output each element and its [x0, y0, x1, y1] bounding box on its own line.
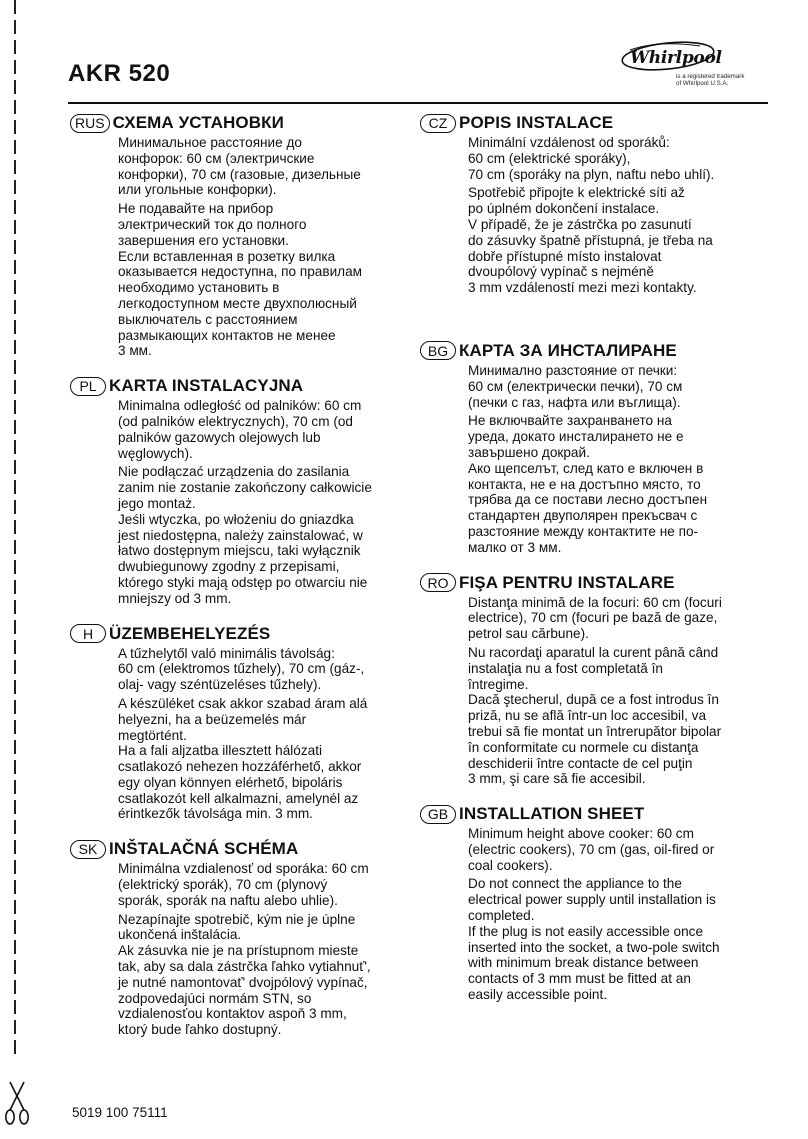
cut-line — [8, 0, 22, 1075]
cut-line-dash — [14, 500, 15, 514]
power-instructions-text: Spotřebič připojte k elektrické síti až po úplném dokončení instalace. V případě, že je zástrčka po zasunutí do zásuvky špatně přístupná, je třeba na dobře přístupné místo instalovat dvoupólový vypínač s nejméně 3 mm vzdáleností mezi mezi kontakty. — [468, 185, 713, 296]
section-rus — [70, 112, 390, 359]
cut-line-dash — [14, 40, 15, 54]
language-badge: SK — [70, 840, 106, 859]
cut-line-dash — [14, 740, 15, 754]
cut-line-dash — [14, 140, 15, 154]
power-instructions-text: Не подавайте на прибор электрический ток до полного завершения его установки. Если вставленная в розетку вилка оказывается недоступна, по правилам необходимо установить в легкодоступном месте двухполюсный выключатель с расстоянием размыкающих контактов не менее 3 мм. — [118, 201, 363, 359]
power-instructions-text: Nu racordaţi aparatul la curent până când instalaţia nu a fost completată în întregime. Dacă ştecherul, după ce a fost introdus în priză, nu se află într-un loc accesibil, va trebui să fie montat un întrerupător bipolar în conformitate cu normele cu distanţa deschiderii între contacte de cel puţin 3 mm, şi care să fie accesibil. — [468, 644, 722, 787]
cut-line-dash — [14, 300, 15, 314]
left-column — [70, 112, 390, 1054]
section-title: FIŞA PENTRU INSTALARE — [459, 572, 675, 592]
language-badge: BG — [420, 341, 456, 360]
section-sk — [70, 838, 390, 1038]
cut-line-dash — [14, 900, 15, 914]
cut-line-dash — [14, 260, 15, 274]
min-distance-text: Минимално разстояние от печки: 60 см (електрически печки), 70 см (печки с газ, нафта или въглища). — [468, 362, 683, 410]
cut-line-dash — [14, 480, 15, 494]
cut-line-dash — [14, 760, 15, 774]
cut-line-dash — [14, 560, 15, 574]
section-title: КАРТА ЗА ИНСТАЛИРАНЕ — [459, 340, 677, 360]
cut-line-dash — [14, 400, 15, 414]
document-code: 5019 100 75111 — [72, 1105, 168, 1120]
cut-line-dash — [14, 60, 15, 74]
min-distance-text: A tűzhelytől való minimális távolság: 60 cm (elektromos tűzhely), 70 cm (gáz-, olaj- vagy széntüzeléses tűzhely). — [118, 645, 365, 693]
cut-line-dash — [14, 960, 15, 974]
cut-line-dash — [14, 80, 15, 94]
cut-line-dash — [14, 780, 15, 794]
section-title: KARTA INSTALACYJNA — [109, 376, 304, 396]
trademark-note: is a registered trademark of Whirlpool U.S.A. — [676, 73, 745, 88]
cut-line-dash — [14, 100, 15, 114]
cut-line-dash — [14, 700, 15, 714]
cut-line-dash — [14, 680, 15, 694]
cut-line-dash — [14, 620, 15, 634]
min-distance-text: Minimum height above cooker: 60 cm (electric cookers), 70 cm (gas, oil-fired or coal cookers). — [468, 826, 715, 873]
section-cz — [420, 112, 740, 296]
cut-line-dash — [14, 1000, 15, 1014]
cut-line-dash — [14, 380, 15, 394]
section-gb — [420, 803, 740, 1003]
power-instructions-text: Nie podłączać urządzenia do zasilania zanim nie zostanie zakończony całkowicie jego montaż. Jeśli wtyczka, po włożeniu do gniazdka jest niedostępna, należy zainstalować, w łatwo dostępnym miejscu, taki wyłącznik dwubiegunowy zgodny z przepisami, którego styki mają odstęp po otwarciu nie mniejszy od 3 mm. — [118, 464, 372, 606]
language-badge: H — [70, 624, 106, 643]
cut-line-dash — [14, 980, 15, 994]
language-badge: CZ — [420, 114, 456, 133]
cut-line-dash — [14, 120, 15, 134]
power-instructions-text: Nezapínajte spotrebič, kým nie je úplne ukončená inštalácia. Ak zásuvka nie je na prístupnom mieste tak, aby sa dala zástrčka ľahko vytiahnuť', je nutné namontovať' dvojpólový vypínač, zodpovedajúci normám STN, so vzdialenosťou kontaktov aspoň 3 mm, ktorý bude ľahko dostupný. — [118, 911, 371, 1038]
cut-line-dash — [14, 460, 15, 474]
min-distance-text: Minimální vzdálenost od sporáků: 60 cm (elektrické sporáky), 70 cm (sporáky na plyn, naftu nebo uhlí). — [468, 135, 715, 182]
model-number: AKR 520 — [68, 60, 171, 87]
cut-line-dash — [14, 520, 15, 534]
min-distance-text: Distanţa minimă de la focuri: 60 cm (focuri electrice), 70 cm (focuri pe bază de gaze, petrol sau cărbune). — [468, 594, 722, 642]
cut-line-dash — [14, 860, 15, 874]
cut-line-dash — [14, 940, 15, 954]
cut-line-dash — [14, 920, 15, 934]
cut-line-dash — [14, 540, 15, 554]
cut-line-dash — [14, 880, 15, 894]
power-instructions-text: A készüléket csak akkor szabad áram alá helyezni, ha a beüzemelés már megtörtént. Ha a fali aljzatba illesztett hálózati csatlakozó nehezen hozzáférhető, akkor egy olyan könnyen elérhető, bipoláris csatlakozót kell alkalmazni, amelynél az érintkezők távolsága min. 3 mm. — [118, 695, 368, 822]
section-bg — [420, 340, 740, 556]
right-column — [420, 112, 740, 1019]
cut-line-dash — [14, 820, 15, 834]
cut-line-dash — [14, 240, 15, 254]
language-badge: GB — [420, 805, 456, 824]
language-badge: PL — [70, 377, 106, 396]
language-badge: RO — [420, 573, 456, 592]
scissors-icon — [4, 1080, 30, 1128]
section-title: INSTALLATION SHEET — [459, 804, 645, 824]
cut-line-dash — [14, 420, 15, 434]
cut-line-dash — [14, 320, 15, 334]
whirlpool-logo — [618, 38, 768, 100]
section-title: INŠTALAČNÁ SCHÉMA — [109, 839, 299, 859]
power-instructions-text: Do not connect the appliance to the electrical power supply until installation is completed. If the plug is not easily accessible once inserted into the socket, a two-pole switch with minimum break distance between contacts of 3 mm must be fitted at an easily accessible point. — [468, 876, 720, 1003]
cut-line-dash — [14, 220, 15, 234]
section-ro — [420, 572, 740, 788]
min-distance-text: Minimálna vzdialenosť od sporáka: 60 cm (elektrický sporák), 70 cm (plynový sporák, sporák na naftu alebo uhlie). — [118, 861, 369, 908]
cut-line-dash — [14, 1020, 15, 1034]
cut-line-dash — [14, 180, 15, 194]
header-divider — [68, 102, 768, 104]
power-instructions-text: Не включвайте захранването на уреда, докато инсталирането не е завършено докрай. Ако щепселът, след като е включен в контакта, не е на достъпно място, то трябва да се постави лесно достъпен стандартен двуполярен прекъсвач с разстояние между контактите не по- малко от 3 мм. — [468, 413, 708, 555]
language-badge: RUS — [70, 114, 110, 133]
min-distance-text: Минимальное расстояние до конфорок: 60 см (электричские конфорки), 70 см (газовые, дизельные или угольные конфорки). — [118, 135, 361, 198]
cut-line-dash — [14, 280, 15, 294]
section-h — [70, 623, 390, 823]
section-title: СХЕМА УСТАНОВКИ — [112, 113, 284, 132]
section-title: POPIS INSTALACE — [459, 113, 614, 132]
cut-line-dash — [14, 200, 15, 214]
section-title: ÜZEMBEHELYEZÉS — [109, 623, 271, 643]
cut-line-dash — [14, 20, 15, 34]
min-distance-text: Minimalna odległość od palników: 60 cm (od palników elektrycznych), 70 cm (od palników gazowych olejowych lub węglowych). — [118, 398, 362, 461]
cut-line-dash — [14, 840, 15, 854]
cut-line-dash — [14, 340, 15, 354]
cut-line-dash — [14, 640, 15, 654]
cut-line-dash — [14, 1040, 15, 1054]
cut-line-dash — [14, 160, 15, 174]
cut-line-dash — [14, 440, 15, 454]
cut-line-dash — [14, 720, 15, 734]
cut-line-dash — [14, 360, 15, 374]
cut-line-dash — [14, 660, 15, 674]
cut-line-dash — [14, 800, 15, 814]
cut-line-dash — [14, 0, 15, 14]
cut-line-dash — [14, 580, 15, 594]
brand-name: Whirlpool — [630, 48, 722, 68]
cut-line-dash — [14, 600, 15, 614]
section-pl — [70, 375, 390, 606]
